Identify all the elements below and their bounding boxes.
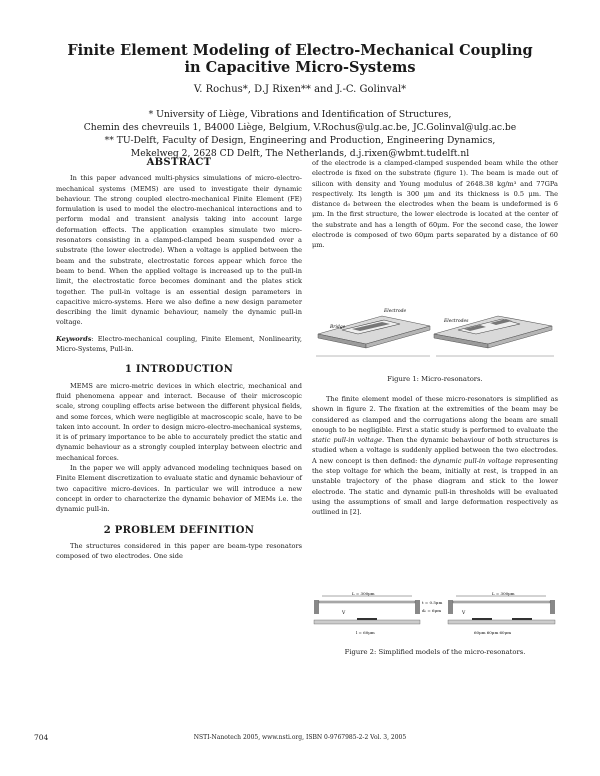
abstract-text: In this paper advanced multi-physics simulations of micro-electro-mechanical systems (MEMS) are used to investigate their dynamic behaviour. The strong coupled electro-mechanical Finite Element (FE) formulation is used to model the electro-mechanical interactions and to perform modal and transient analysis taking into account large deformation effects. The application examples simulate two micro-resonators consisting in a clamped-clamped beam suspended over a substrate (the lower electrode). When a voltage is applied between the beam and the substrate, electrostatic forces appear which force the beam to bend. When the applied voltage is increased up to the pull-in limit, the electrostatic force becomes dominant and the plates stick together. The pull-in voltage is an essential design parameters in capacitive micro-systems. Here we also define a new design parameter describing the limit dynamic behaviour, namely the dynamic pull-in voltage.: [56, 174, 302, 327]
figure-2-simplified-models: [312, 590, 558, 640]
title-line-2: in Capacitive Micro-Systems: [184, 59, 416, 76]
figure-2-caption: Figure 2: Simplified models of the micro-resonators.: [344, 648, 526, 656]
right-paragraph-2: [312, 394, 558, 518]
fig2-L-label: L = 300μm: [352, 591, 375, 596]
affiliation-line: Chemin des chevreuils 1, B4000 Liège, Belgium, V.Rochus@ulg.ac.be, JC.Golinval@ulg.ac.be: [83, 122, 517, 133]
affiliations: [60, 108, 540, 160]
paper-title: [0, 42, 600, 76]
model-1: [314, 591, 420, 635]
figure-1-micro-resonators: [312, 298, 558, 360]
right-column-bottom: [312, 394, 558, 518]
right-paragraph-1: of the electrode is a clamped-clamped suspended beam while the other electrode is fixed on the substrate (figure 1). The beam is made out of silicon with density and Young modulus of 2648.38 kg/m³ and 77GPa respectively. Its length is 300 μm and its thickness is 0.5 μm. The distance d₀ between the electrodes when the beam is undeformed is 6 μm. In the first structure, the lower electrode is located at the center of the substrate and has a length of 60μm. For the second case, the lower electrode is composed of two 60μm parts separated by a distance of 60 μm.: [312, 159, 558, 250]
fig2-t-label: t = 0.5μm: [422, 600, 443, 605]
intro-paragraph-1: MEMS are micro-metric devices in which electric, mechanical and fluid phenomena appear and interact. Because of their microscopic scale, strong coupling effects arise between the different physical fields, and some forces, which were negligible at macroscopic scale, have to be taken into account. In order to design micro-electro-mechanical systems, it is of primary importance to be able to accurately predict the static and dynamic behaviour as a strongly coupled interplay between electric and mechanical forces.: [56, 381, 302, 462]
fig2-l-label: l = 60μm: [356, 630, 375, 635]
right-column-top: [312, 158, 558, 251]
right-p2-text-a: The finite element model of these micro-resonators is simplified as shown in figure 2. The fixation at the extremities of the beam may be considered as clamped and the corrugations along the beam are small enough to be negligible. First a static study is performed to evaluate the: [312, 395, 558, 434]
fig1-label-electrodes: Electrodes: [444, 319, 469, 324]
affiliation-line: * University of Liège, Vibrations and Identification of Structures,: [148, 109, 452, 120]
affiliation-line: ** TU-Delft, Faculty of Design, Engineering and Production, Engineering Dynamics,: [104, 135, 496, 146]
fig1-label-electrode: Electrode: [384, 309, 407, 314]
title-line-1: Finite Element Modeling of Electro-Mechanical Coupling: [67, 42, 533, 59]
keywords: [56, 334, 302, 355]
intro-paragraph-2: In the paper we will apply advanced modeling techniques based on Finite Element discretization to evaluate static and dynamic behaviour of two capacitive micro-devices. In particular we will introduce a new concept in order to characterize the dynamic behavior of MEMs i.e. the dynamic pull-in.: [56, 464, 302, 514]
footer: NSTI-Nanotech 2005, www.nsti.org, ISBN 0-9767985-2-2 Vol. 3, 2005: [193, 734, 407, 741]
affiliation-line: Mekelweg 2, 2628 CD Delft, The Netherlands, d.j.rixen@wbmt.tudelft.nl: [130, 148, 470, 159]
dynamic-pull-in-term: dynamic pull-in voltage: [433, 456, 513, 465]
keywords-text: : Electro-mechanical coupling, Finite Element, Nonlinearity, Micro-Systems, Pull-in.: [56, 334, 302, 354]
fig2-l2-label: 60μm 60μm 60μm: [474, 630, 511, 635]
fig2-V-label: V: [342, 611, 346, 616]
intro-heading: 1 INTRODUCTION: [124, 364, 234, 376]
page-number: 704: [34, 733, 49, 742]
resonator-1-render: [318, 316, 430, 348]
fig2-d-label: d₀ = 6μm: [422, 608, 441, 613]
model-2: [448, 591, 555, 635]
abstract-heading: ABSTRACT: [146, 157, 212, 168]
fig2-L-label-2: L = 300μm: [492, 591, 515, 596]
keywords-label: Keywords: [56, 334, 92, 343]
fig1-label-bridge: Bridge: [330, 325, 346, 330]
authors: V. Rochus*, D.J Rixen** and J.-C. Golinval*: [193, 84, 407, 95]
right-p2-text-c: representing the step voltage for which the beam, initially at rest, is trapped in an unstable trajectory of the phase diagram and stick to the lower electrode. The static and dynamic pull-in thresholds will be evaluated using the assumptions of small and large deformation respectively as outlined in [2].: [312, 456, 558, 517]
fig2-V-label-2: V: [462, 611, 466, 616]
figure-1-caption: Figure 1: Micro-resonators.: [387, 375, 483, 383]
problem-heading: 2 PROBLEM DEFINITION: [103, 524, 255, 536]
problem-paragraph-1: The structures considered in this paper are beam-type resonators composed of two electrodes. One side: [56, 541, 302, 561]
left-column: [56, 158, 302, 561]
right-p2-text-b: . Then the dynamic behaviour of both structures is studied when a voltage is suddenly applied between the two electrodes. A new concept is then defined: the: [312, 436, 558, 465]
static-pull-in-term: static pull-in voltage: [312, 436, 382, 445]
